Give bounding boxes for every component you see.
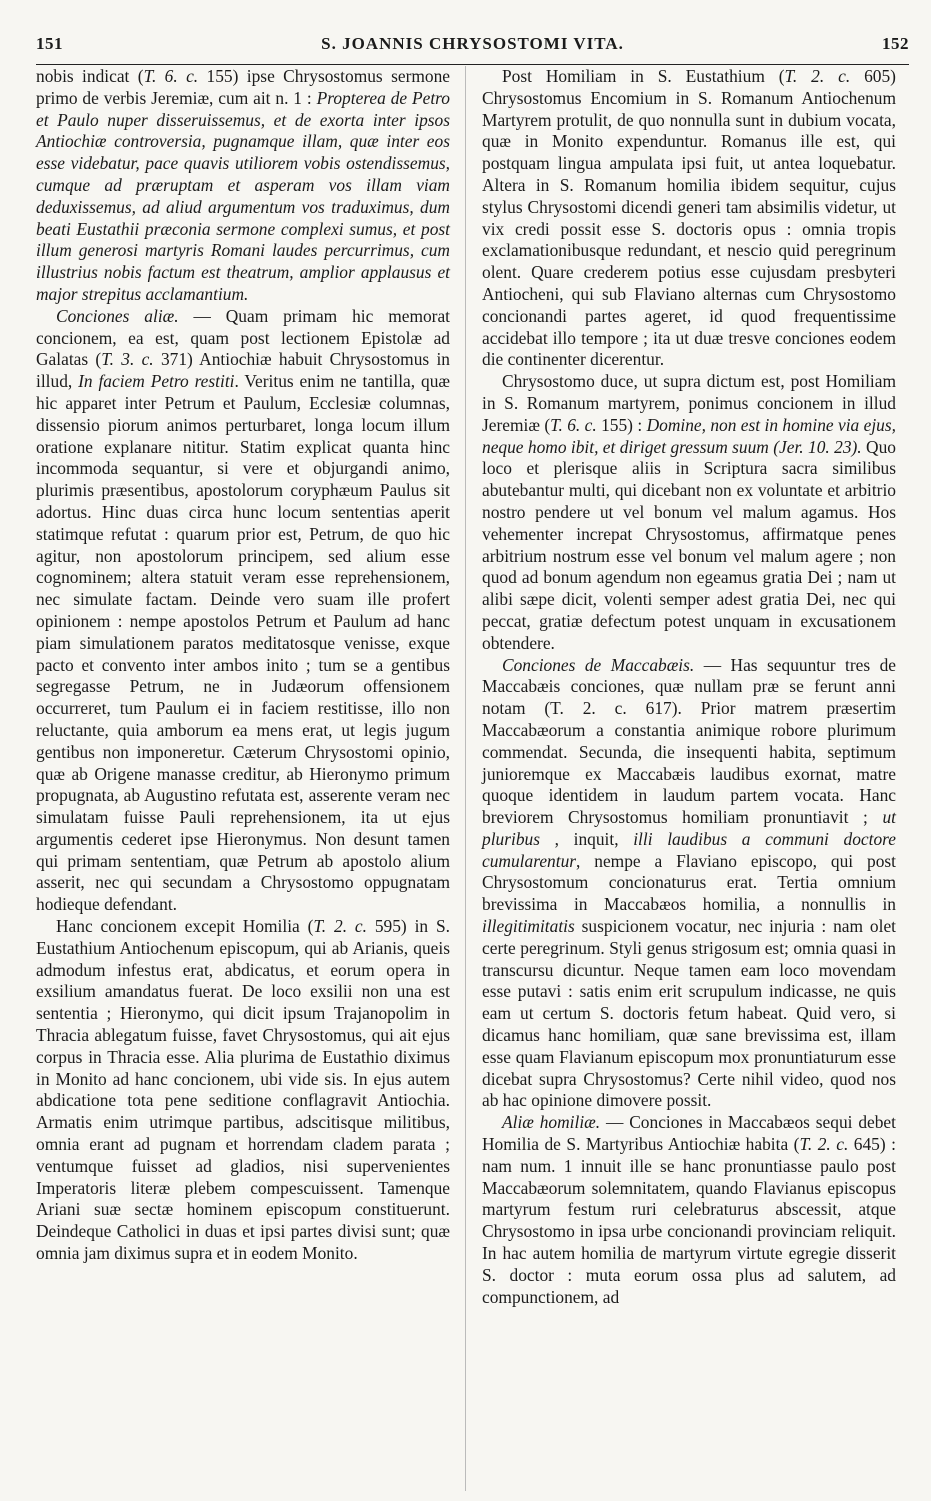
paragraph: Conciones aliæ. — Quam primam hic memorat concionem, ea est, quam post lectionem Epistolæ ad Galatas (T. 3. c. 371) Antiochiæ habuit Chrysostomus in illud, In faciem Petro restiti. Veritus enim ne tantilla, quæ hic apparet inter Petrum et Paulum, Ecclesiæ columnas, dissensio piorum animos perturbaret, longa locum illum oratione explanare nititur. Statim explicat quanta hinc incommoda sequantur, si vere et objurgandi animo, plurimis præsentibus, apostolorum coryphæum Paulus sit adortus. Hinc duas circa hunc locum sententias aperit statimque refutat : quarum prior est, Petrum, de quo hic agitur, non apostolorum principem, sed alium esse cognominem; altera statuit veram esse reprehensionem, nec simulate factam. Deinde vero suam ille profert opinionem : nempe apostolos Petrum et Paulum ad hanc piam simulationem paratos meditatosque venisse, exque pacto et convento inter ambos inito ; tum se a gentibus segregasse Petrum, ne in Judæorum offensionem occurreret, tum Paulum ei in faciem restitisse, illo non reluctante, quia amborum ea mens erat, ut legis jugum gentibus non imponeretur. Cæterum Chrysostomi opinio, quæ ab Origene manasse creditur, ab Hieronymo primum propugnata, ab Augustino refutata est, asserente veram nec simulatam fuisse Pauli reprehensionem, ita ut ejus argumentis cederet ipse Hieronymus. Non desunt tamen qui primam sententiam, quæ Petrum ab apostolo alium asserit, nec qui secundam a Chrysostomo oppugnatam hodieque defendant. — [36, 305, 451, 915]
right-column — [482, 66, 896, 1308]
paragraph: Aliæ homiliæ. — Conciones in Maccabæos sequi debet Homilia de S. Martyribus Antiochiæ habita (T. 2. c. 645) : nam num. 1 innuit ille se hanc pronuntiasse paulo post Maccabæorum solemnitatem, quando Flavianus episcopus martyrum festum ruri celebraturus abscessit, atque Chrysostomo in ipsa urbe concionandi provinciam reliquit. In hac autem homilia de martyrum virtute egregie disserit S. doctor : muta eorum ossa plus ad salutem, ad compunctionem, ad — [482, 1112, 896, 1307]
paragraph: Post Homiliam in S. Eustathium (T. 2. c. 605) Chrysostomus Encomium in S. Romanum Antiochenum Martyrem protulit, de quo nonnulla sunt in dubium vocata, quæ in Monito expenduntur. Romanus ille est, qui postquam lingua ampulata ipsi fuit, ut antea loquebatur. Altera in S. Romanum homilia ibidem sequitur, cujus stylus Chrysostomi dicendi generi tam absimilis videtur, ut vix credi possit esse S. doctoris opus : omnia tropis exclamationibusque redundant, et nescio quid peregrinum olent. Quare crederem potius esse cujusdam presbyteri Antiocheni, qui sub Flaviano alternas cum Chrysostomo concionandi partes ageret, id quod frequentissime accidebat illo tempore ; ita ut duæ tresve conciones eodem die continenter dicerentur. — [482, 66, 896, 370]
section-heading: Conciones de Maccabæis. — [502, 654, 695, 675]
running-title: S. JOANNIS CHRYSOSTOMI VITA. — [321, 34, 624, 53]
paragraph: Conciones de Maccabæis. — Has sequuntur tres de Maccabæis conciones, quæ nullam præ se ferunt anni notam (T. 2. c. 617). Prior matrem præsertim Maccabæorum a constantia animique robore plurimum commendat. Secunda, die insequenti habita, septimum junioremque ex Maccabæis laudibus exornat, matre quoque identidem in laudum partem vocata. Hanc breviorem Chrysostomus homiliam pronuntiavit ; ut pluribus , inquit, illi laudibus a communi doctore cumularentur, nempe a Flaviano episcopo, qui post Chrysostomum concionaturus erat. Tertia omnium brevissima in Maccabæos homilia, a nonnullis in illegitimitatis suspicionem vocatur, nec injuria : nam olet certe peregrinum. Styli genus strigosum est; omnia quasi in transcursu dicuntur. Neque tamen eam loco movendam esse putavi : satis enim erit scrupulum indicasse, ne quis eam ut certum S. doctoris fetum habeat. Quid vero, si dicamus hanc homiliam, quæ sane brevissima est, illam esse quam Flavianum episcopum mox pronuntiaturum esse dicebat supra Chrysostomus? Certe nihil video, quod nos ab hac opinione dimovere possit. — [482, 654, 896, 1111]
header-rule — [36, 64, 909, 65]
left-column — [36, 66, 450, 1265]
section-heading: Aliæ homiliæ. — [502, 1112, 601, 1133]
paragraph: Chrysostomo duce, ut supra dictum est, post Homiliam in S. Romanum martyrem, ponimus concionem in illud Jeremiæ (T. 6. c. 155) : Domine, non est in homine via ejus, neque homo ibit, et diriget gressum suum (Jer. 10. 23). Quo loco et plerisque aliis in Scriptura sacra similibus abutebantur multi, qui dicebant non ex voluntate et arbitrio nostro pendere ut vel bonum vel malum agamus. Hos vehementer increpat Chrysostomus, affirmatque penes arbitrium nostrum esse vel bonum vel malum agere ; non quod ad bonum agendum non egeamus gratia Dei ; nam ut alibi sæpe dicit, volenti semper adest gratia Dei, nec qui peccat, gratiæ defectum potest unquam in excusationem obtendere. — [482, 371, 896, 653]
page-header — [36, 34, 909, 64]
paragraph: nobis indicat (T. 6. c. 155) ipse Chrysostomus sermone primo de verbis Jeremiæ, cum ait n. 1 : Propterea de Petro et Paulo nuper disseruissemus, et de exorta inter ipsos Antiochiæ controversia, pugnamque illam, quæ inter eos esse videbatur, pace quavis utiliorem vobis ostendissemus, cumque ad præruptam et asperam vos illam viam deduxissemus, ad aliud argumentum vos traduximus, dum beati Eustathii præconia sermone complexi sumus, et post illum generosi martyris Romani laudes percurrimus, cum illustrius nobis factum est theatrum, amplior applausus et major strepitus acclamantium. — [36, 66, 451, 304]
page-number-left: 151 — [36, 34, 63, 53]
section-heading: Conciones aliæ. — [56, 305, 179, 326]
column-divider — [465, 66, 466, 1491]
paragraph: Hanc concionem excepit Homilia (T. 2. c. 595) in S. Eustathium Antiochenum episcopum, qui ab Arianis, queis admodum infestus erat, abdicatus, et eorum opera in exsilium amandatus fuerat. De loco exsilii non una est sententia ; Hieronymo, qui dicit ipsum Trajanopolim in Thracia ablegatum fuisse, favet Chrysostomus, qui ait ejus corpus in Thracia esse. Alia plurima de Eustathio diximus in Monito ad hanc concionem, ubi vide sis. In ejus autem abdicatione tota pene seditione conflagravit Antiochia. Armatis enim utrimque partibus, adscitisque militibus, omnia erant ad pugnam et horrendam cladem parata ; ventumque fuisset ad gladios, nisi supervenientes Imperatoris literæ plebem compescuissent. Tamenque Ariani suæ sectæ hominem episcopum constituerunt. Deindeque Catholici in duas et ipsi partes divisi sunt; quæ omnia jam diximus supra et in eodem Monito. — [36, 916, 450, 1264]
page-number-right: 152 — [882, 34, 909, 53]
